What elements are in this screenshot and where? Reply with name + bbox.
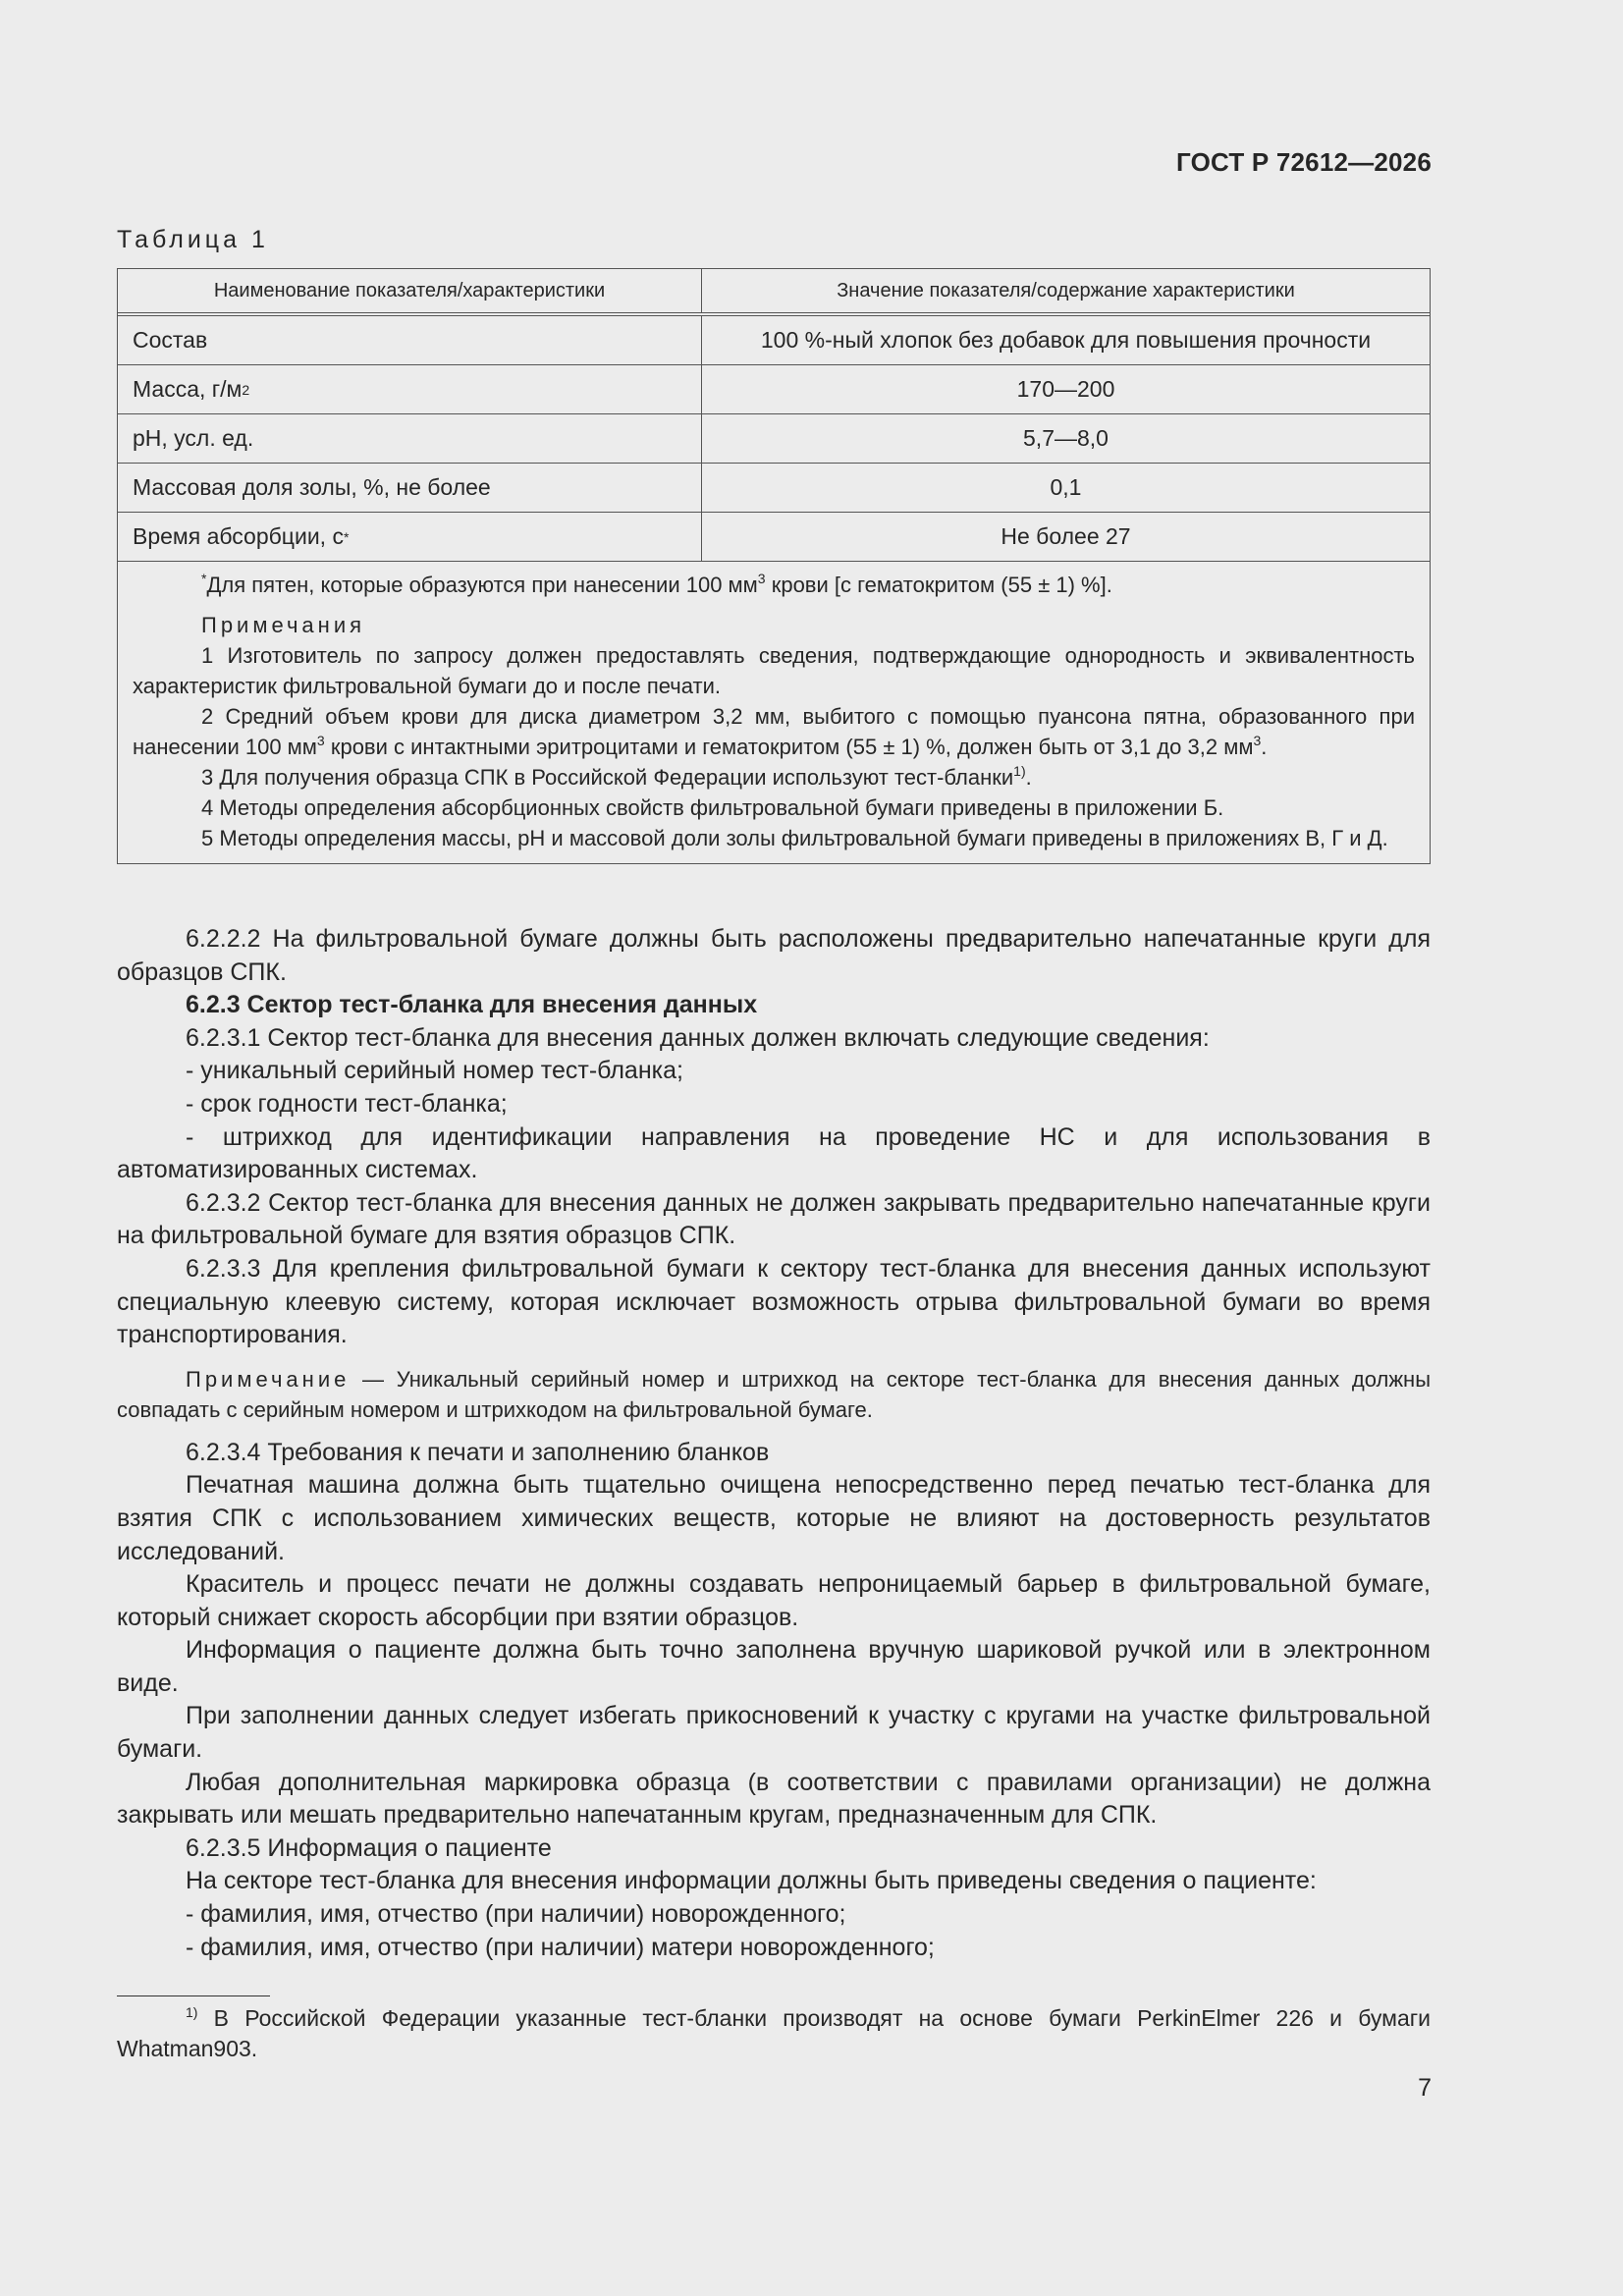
paragraph: Информация о пациенте должна быть точно заполнена вручную шариковой ручкой или в электронном виде.: [117, 1636, 1431, 1697]
column-header-name: Наименование показателя/характеристики: [118, 269, 702, 312]
row-name: Массовая доля золы, %, не более: [118, 464, 702, 512]
table-caption: Таблица 1: [117, 226, 269, 253]
list-item: - уникальный серийный номер тест-бланка;: [186, 1057, 683, 1085]
row-value: 5,7—8,0: [1023, 425, 1109, 451]
paragraph-6-2-3-1: 6.2.3.1 Сектор тест-бланка для внесения данных должен включать следующие сведения:: [186, 1023, 1210, 1052]
asterisk-note: *Для пятен, которые образуются при нанесении 100 $мм^3$ крови [с гематокритом (55 ± 1) %].: [201, 571, 1112, 597]
list-item: - фамилия, имя, отчество (при наличии) новорожденного;: [186, 1900, 846, 1929]
paragraph: Краситель и процесс печати не должны создавать непроницаемый барьер в фильтровальной бумаге, который снижает скорость абсорбции при взятии образцов.: [117, 1570, 1431, 1631]
note-label: Примечание: [186, 1366, 351, 1392]
note-5: 5 Методы определения массы, pH и массовой доли золы фильтровальной бумаги приведены в приложениях В, Г и Д.: [201, 826, 1388, 850]
properties-table: [117, 268, 1431, 864]
row-name: Масса, г/м 2: [118, 365, 702, 413]
paragraph-6-2-3-2: 6.2.3.2 Сектор тест-бланка для внесения данных не должен закрывать предварительно напечатанные круги на фильтровальной бумаге для взятия образцов СПК.: [117, 1188, 1431, 1250]
row-value: Не более 27: [1001, 523, 1131, 549]
row-name: Время абсорбции, с *: [118, 513, 702, 561]
paragraph: Любая дополнительная маркировка образца (в соответствии с правилами организации) не должна закрывать или мешать предварительно напечатанным кругам, предназначенным для СПК.: [117, 1768, 1431, 1830]
row-name: pH, усл. ед.: [118, 414, 702, 463]
list-item: - срок годности тест-бланка;: [186, 1089, 508, 1118]
table-row: [118, 464, 1430, 513]
main-text: [117, 923, 1431, 1964]
paragraph-6-2-2-2: 6.2.2.2 На фильтровальной бумаге должны быть расположены предварительно напечатанные круги для образцов СПК.: [117, 925, 1431, 986]
note-text: — Уникальный серийный номер и штрихкод на секторе тест-бланка для внесения данных должны совпадать с серийным номером и штрихкодом на фильтровальной бумаге.: [117, 1366, 1431, 1422]
note-4: 4 Методы определения абсорбционных свойств фильтровальной бумаги приведены в приложении Б.: [201, 795, 1224, 820]
table-row: [118, 365, 1430, 414]
footnote-divider: [117, 1995, 270, 1996]
heading-6-2-3: 6.2.3 Сектор тест-бланка для внесения данных: [186, 991, 758, 1019]
row-value: 0,1: [1050, 474, 1082, 500]
row-name: Состав: [118, 316, 702, 364]
note: [117, 1364, 1431, 1425]
page-number: 7: [1418, 2074, 1432, 2102]
table-row: [118, 316, 1430, 365]
table-row: [118, 513, 1430, 562]
list-item: - штрихкод для идентификации направления на проведение НС и для использования в автоматизированных системах.: [117, 1122, 1431, 1184]
note-1: 1 Изготовитель по запросу должен предоставлять сведения, подтверждающие однородность и эквивалентность характеристик фильтровальной бумаги до и после печати.: [133, 643, 1415, 698]
heading-6-2-3-5: 6.2.3.5 Информация о пациенте: [186, 1833, 552, 1862]
paragraph-6-2-3-3: 6.2.3.3 Для крепления фильтровальной бумаги к сектору тест-бланка для внесения данных используют специальную клеевую систему, которая исключает возможность отрыва фильтровальной бумаги во время транспортирования.: [117, 1254, 1431, 1349]
standard-code: ГОСТ Р 72612—2026: [1176, 147, 1432, 177]
notes-title: Примечания: [201, 613, 366, 637]
note-3: 3 Для получения образца СПК в Российской Федерации используют тест-бланки$^{1)}$.: [201, 763, 1032, 790]
list-item: - фамилия, имя, отчество (при наличии) матери новорожденного;: [186, 1933, 935, 1961]
row-value: 170—200: [1016, 376, 1115, 402]
footnote: $^{1)}$ В Российской Федерации указанные тест-бланки производят на основе бумаги PerkinElmer 226 и бумаги Whatman903.: [117, 2004, 1431, 2061]
paragraph: При заполнении данных следует избегать прикосновений к участку с кругами на участке фильтровальной бумаги.: [117, 1702, 1431, 1764]
column-header-value: Значение показателя/содержание характеристики: [837, 279, 1295, 301]
table-footnotes: [118, 562, 1430, 863]
heading-6-2-3-4: 6.2.3.4 Требования к печати и заполнению бланков: [186, 1438, 770, 1466]
paragraph: На секторе тест-бланка для внесения информации должны быть приведены сведения о пациенте:: [186, 1867, 1317, 1895]
table-header-row: [118, 269, 1430, 316]
row-value: 100 %-ный хлопок без добавок для повышения прочности: [760, 327, 1372, 353]
paragraph: Печатная машина должна быть тщательно очищена непосредственно перед печатью тест-бланка для взятия СПК с использованием химических веществ, которые не влияют на достоверность результатов исследований.: [117, 1471, 1431, 1565]
table-row: [118, 414, 1430, 464]
note-2: 2 Средний объем крови для диска диаметром 3,2 мм, выбитого с помощью пуансона пятна, образованного при нанесении 100 $мм^3$ крови с интактными эритроцитами и гематокритом (55 ± 1) %, должен быть от 3,1 до 3,2 $мм^3$.: [133, 704, 1415, 759]
